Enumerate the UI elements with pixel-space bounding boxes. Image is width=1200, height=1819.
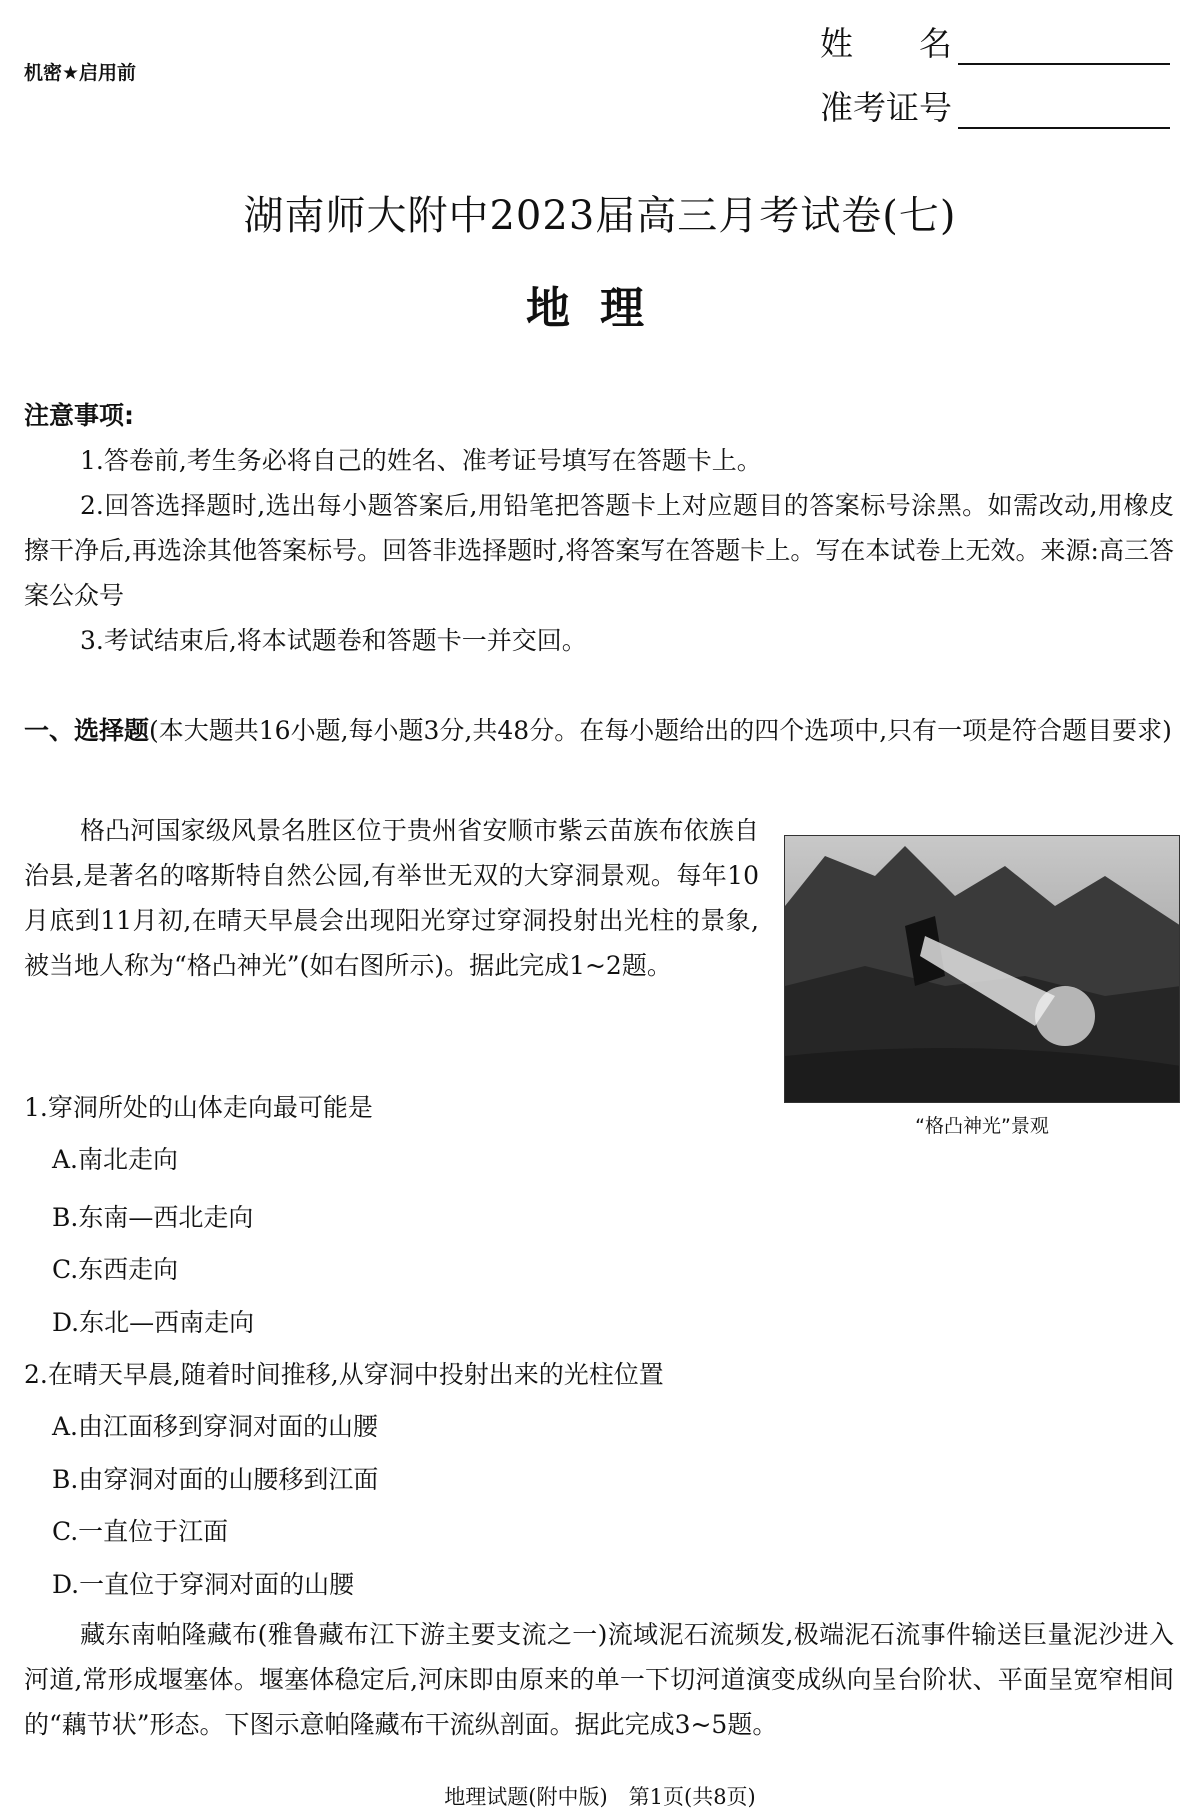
q1-option-c: C.东西走向: [52, 1255, 179, 1284]
confidential-label: 机密★启用前: [24, 62, 137, 84]
q1-option-b: B.东南—西北走向: [52, 1203, 254, 1232]
id-field: [820, 82, 1170, 129]
name-label: 姓 名: [820, 24, 952, 63]
id-blank: [958, 91, 1170, 129]
name-blank: [958, 27, 1170, 65]
q2-option-d: D.一直位于穿洞对面的山腰: [52, 1570, 355, 1599]
page-footer: 地理试题(附中版) 第1页(共8页): [444, 1785, 756, 1809]
subject-title: 地理: [526, 283, 674, 334]
exam-title: 湖南师大附中2023届高三月考试卷(七): [243, 193, 957, 239]
figure-caption: “格凸神光”景观: [915, 1115, 1049, 1137]
q1-option-d: D.东北—西南走向: [52, 1308, 255, 1337]
note-item: 3.考试结束后,将本试题卷和答题卡一并交回。: [80, 626, 587, 655]
question-1-stem: 1.穿洞所处的山体走向最可能是: [24, 1093, 373, 1122]
note-item: 2.回答选择题时,选出每小题答案后,用铅笔把答题卡上对应题目的答案标号涂黑。如需改动,用橡皮擦干净后,再选涂其他答案标号。回答非选择题时,将答案写在答题卡上。写在本试卷上无效。来源:高三答案公众号: [24, 491, 1174, 610]
question-2-stem: 2.在晴天早晨,随着时间推移,从穿洞中投射出来的光柱位置: [24, 1360, 664, 1389]
scenery-photo: [784, 835, 1180, 1103]
q2-option-b: B.由穿洞对面的山腰移到江面: [52, 1465, 379, 1494]
section-label: 一、选择题: [24, 716, 150, 745]
notes-heading: 注意事项:: [24, 401, 134, 430]
section-desc: (本大题共16小题,每小题3分,共48分。在每小题给出的四个选项中,只有一项是符合题目要求): [149, 716, 1172, 745]
note-item: 1.答卷前,考生务必将自己的姓名、准考证号填写在答题卡上。: [80, 446, 762, 475]
passage-2: 藏东南帕隆藏布(雅鲁藏布江下游主要支流之一)流域泥石流频发,极端泥石流事件输送巨量泥沙进入河道,常形成堰塞体。堰塞体稳定后,河床即由原来的单一下切河道演变成纵向呈台阶状、平面呈宽窄相间的“藕节状”形态。下图示意帕隆藏布干流纵剖面。据此完成3~5题。: [24, 1620, 1174, 1739]
id-label: 准考证号: [820, 88, 952, 127]
name-field: [820, 18, 1170, 65]
section-heading: [24, 708, 1174, 753]
q2-option-a: A.由江面移到穿洞对面的山腰: [52, 1412, 379, 1441]
q2-option-c: C.一直位于江面: [52, 1517, 229, 1546]
q1-option-a: A.南北走向: [52, 1145, 179, 1174]
passage-1: 格凸河国家级风景名胜区位于贵州省安顺市紫云苗族布依族自治县,是著名的喀斯特自然公园,有举世无双的大穿洞景观。每年10月底到11月初,在晴天早晨会出现阳光穿过穿洞投射出光柱的景象,被当地人称为“格凸神光”(如右图所示)。据此完成1~2题。: [24, 816, 759, 980]
